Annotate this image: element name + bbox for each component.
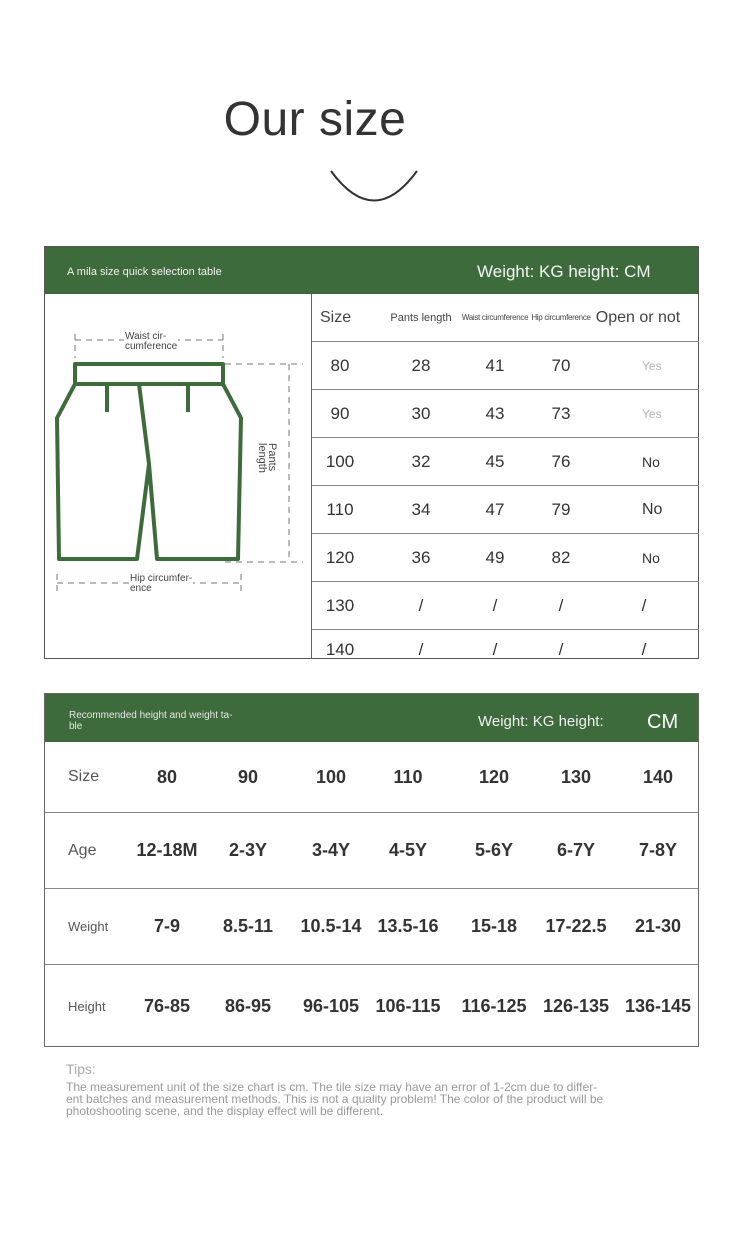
height-value: 86-95 — [224, 995, 272, 1016]
size-cell: 140 — [325, 640, 355, 659]
size-value: 140 — [642, 766, 674, 787]
open-cell: No — [642, 549, 660, 566]
page-title: Our size — [223, 93, 407, 146]
table-row — [45, 742, 698, 813]
row-label: Size — [68, 768, 100, 785]
waist-cell: 47 — [485, 499, 505, 519]
table-row — [312, 486, 699, 534]
size-cell: 80 — [330, 355, 350, 375]
smile-decoration — [328, 168, 420, 208]
age-value: 5-6Y — [474, 840, 514, 860]
table-row — [45, 813, 698, 889]
open-cell: No — [642, 453, 660, 470]
table-row — [312, 390, 699, 438]
age-value: 6-7Y — [556, 840, 596, 860]
size-value: 130 — [560, 766, 592, 787]
hip-cell: 70 — [551, 355, 571, 375]
age-value: 2-3Y — [228, 840, 268, 860]
table-row — [312, 630, 699, 670]
row-label: Height — [68, 998, 106, 1014]
column-header: Waist circumference — [461, 313, 529, 322]
recommendation-grid — [45, 742, 698, 1047]
waist-cell: 45 — [485, 451, 505, 471]
pants-length-cell: 28 — [411, 355, 431, 375]
table1-column-headers — [312, 294, 699, 342]
pants-length-cell: 36 — [411, 547, 431, 567]
weight-value: 8.5-11 — [222, 916, 274, 936]
row-label: Weight — [68, 919, 109, 934]
age-value: 3-4Y — [311, 840, 351, 860]
size-cell: 120 — [325, 547, 355, 567]
pants-length-cell: 32 — [411, 451, 431, 471]
hip-circumference-label: Hip circumfer- ence — [130, 573, 193, 594]
weight-value: 13.5-16 — [377, 916, 439, 936]
hip-cell: / — [558, 595, 564, 615]
size-value: 90 — [237, 766, 259, 787]
shorts-diagram — [45, 294, 312, 659]
weight-value: 17-22.5 — [545, 916, 607, 936]
open-cell: No — [642, 500, 663, 518]
pants-length-cell: 34 — [411, 499, 431, 519]
table2-header-unit-cm: CM — [647, 711, 679, 733]
size-cell: 130 — [325, 595, 355, 615]
table-row — [45, 889, 698, 965]
open-cell: Yes — [642, 406, 662, 421]
hip-cell: / — [558, 640, 564, 659]
column-header: Size — [320, 308, 352, 326]
tips-text: The measurement unit of the size chart is cm. The tile size may have an error of 1-2cm due to differ-ent batches and measurement methods. This is not a quality problem! The color of the product will be photoshooting scene, and the display effect will be different. — [66, 1080, 604, 1118]
table-row — [312, 342, 699, 390]
table1-header-title: A mila size quick selection table — [67, 266, 222, 278]
weight-value: 10.5-14 — [300, 916, 362, 936]
hip-cell: 76 — [551, 451, 571, 471]
table2-header-title: Recommended height and weight ta- ble — [69, 710, 233, 732]
size-cell: 100 — [325, 451, 355, 471]
table1-header-units: Weight: KG height: CM — [477, 262, 651, 281]
waist-cell: 41 — [485, 355, 505, 375]
waist-cell: 43 — [485, 403, 505, 423]
pants-length-cell: / — [418, 640, 424, 659]
size-value: 80 — [156, 766, 178, 787]
height-value: 106-115 — [375, 995, 441, 1016]
size-value: 120 — [478, 766, 510, 787]
waist-cell: / — [492, 640, 498, 659]
row-label: Age — [68, 841, 97, 859]
height-value: 116-125 — [461, 995, 527, 1016]
column-header: Pants length — [390, 311, 452, 324]
open-cell: / — [641, 595, 647, 615]
size-value: 100 — [315, 766, 347, 787]
age-value: 4-5Y — [388, 840, 428, 860]
height-value: 136-145 — [624, 995, 692, 1016]
table1-header — [45, 247, 698, 294]
column-header: Hip circumference — [531, 313, 591, 322]
open-cell: / — [641, 640, 647, 659]
hip-cell: 73 — [551, 403, 571, 423]
pants-length-label: Pants length — [256, 443, 278, 473]
hip-cell: 79 — [551, 499, 571, 519]
waist-cell: 49 — [485, 547, 505, 567]
weight-value: 7-9 — [153, 916, 180, 936]
pants-length-cell: / — [418, 595, 424, 615]
height-value: 96-105 — [302, 995, 360, 1016]
table-row — [312, 534, 699, 582]
column-header: Open or not — [595, 308, 681, 326]
table2-header — [45, 694, 698, 742]
table-row — [45, 965, 698, 1047]
age-value: 7-8Y — [638, 840, 678, 860]
size-grid — [312, 294, 699, 670]
table2-header-units: Weight: KG height: — [478, 713, 604, 730]
waist-circumference-label: Waist cir- cumference — [125, 331, 178, 352]
hip-cell: 82 — [551, 547, 571, 567]
age-value: 12-18M — [136, 840, 198, 860]
waist-cell: / — [492, 595, 498, 615]
tips-title: Tips: — [66, 1061, 96, 1077]
size-cell: 110 — [326, 499, 354, 519]
weight-value: 21-30 — [634, 916, 682, 936]
height-value: 76-85 — [143, 995, 191, 1016]
pants-length-cell: 30 — [411, 403, 431, 423]
size-cell: 90 — [330, 403, 350, 423]
table-row — [312, 438, 699, 486]
size-value: 110 — [393, 766, 423, 787]
recommended-height-weight-table — [44, 693, 699, 1047]
table-row — [312, 582, 699, 630]
height-value: 126-135 — [542, 995, 610, 1016]
open-cell: Yes — [642, 358, 662, 373]
size-quick-selection-table — [44, 246, 699, 659]
weight-value: 15-18 — [470, 916, 518, 936]
